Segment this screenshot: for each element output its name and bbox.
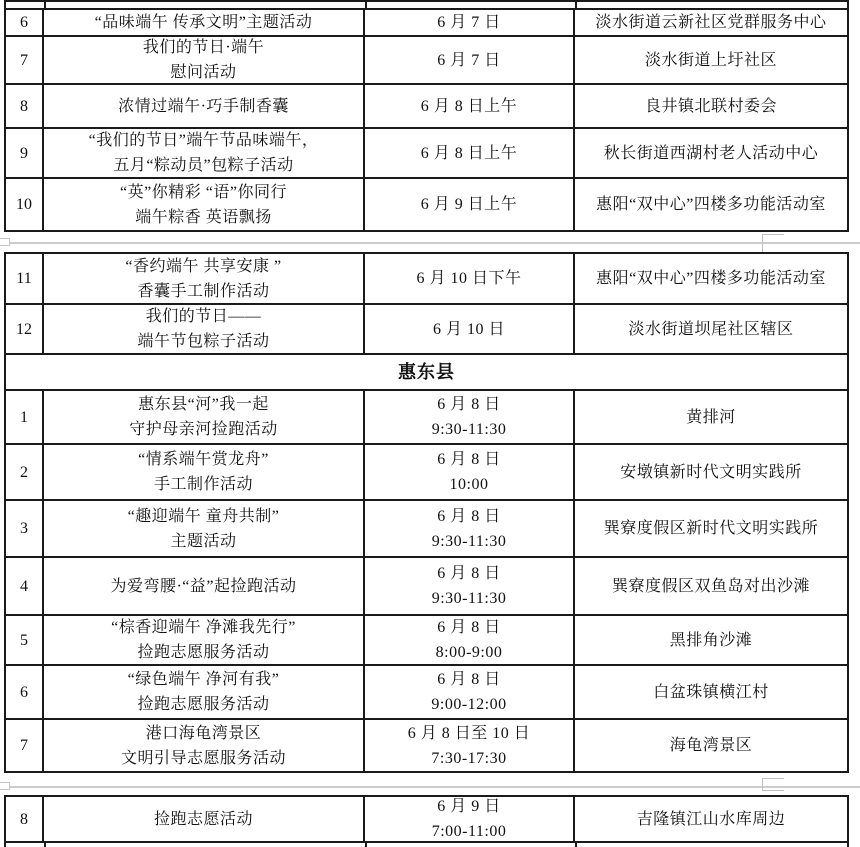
activity-name-text: 端午粽香 英语飘扬: [135, 208, 272, 226]
activity-name-text: 守护母亲河捡跑活动: [129, 421, 278, 438]
activity-date-text: 9:30-11:30: [431, 421, 507, 438]
activity-name-text: 五月“粽动员”包粽子活动: [113, 157, 294, 174]
activity-name-cell: [44, 254, 365, 303]
page-break-margin-mark: [0, 782, 10, 790]
activity-name-text: “绿色端午 净河有我”: [127, 671, 280, 688]
activity-date-text: 6 月 8 日: [437, 507, 501, 525]
activity-date-text: 6 月 7 日: [437, 14, 501, 31]
activity-date-text: 6 月 9 日: [437, 798, 501, 815]
activity-name-text: 文明引导志愿服务活动: [120, 749, 286, 767]
activity-name-text: 端午节包粽子活动: [137, 333, 270, 350]
activity-name-cell: [44, 10, 365, 35]
activity-name-text: 浓情过端午·巧手制香囊: [118, 97, 289, 115]
activity-name-cell: [44, 616, 365, 664]
row-number-text: 6: [20, 683, 28, 701]
activity-date-text: 6 月 8 日至 10 日: [407, 724, 531, 742]
activity-location-cell: [575, 445, 847, 499]
activity-date-text: 6 月 10 日: [432, 320, 505, 338]
activity-date-text: 6 月 9 日上午: [420, 196, 518, 213]
activity-location-cell: [575, 85, 847, 127]
row-number-cell: [6, 797, 44, 841]
activity-location-cell: [575, 797, 847, 841]
activity-date-text: 8:00-9:00: [435, 644, 503, 661]
row-number-cell: [6, 666, 44, 718]
activity-name-cell: [44, 558, 365, 614]
row-number-cell: [6, 129, 44, 177]
activity-date-text: 6 月 7 日: [437, 51, 501, 69]
schedule-table-huiyang-rows: [4, 8, 849, 232]
row-number-text: 3: [20, 520, 28, 537]
row-number-text: 11: [16, 270, 32, 287]
row-number-cell: [6, 501, 44, 556]
activity-date-text: 6 月 8 日上午: [420, 97, 518, 115]
activity-location-cell: [575, 37, 847, 83]
activity-location-text: 淡水街道上圩社区: [644, 51, 777, 69]
row-number-text: 8: [20, 810, 28, 828]
schedule-table-huidong-rows: [4, 252, 849, 773]
table-row: [6, 797, 847, 841]
schedule-table-huidong-continued: [4, 795, 849, 843]
cut-row-border: [4, 843, 6, 847]
cut-row-border: [4, 0, 6, 8]
activity-name-text: 为爱弯腰·“益”起捡跑活动: [110, 577, 297, 595]
activity-name-text: 我们的节日·端午: [142, 39, 265, 56]
activity-name-text: 手工制作活动: [153, 476, 253, 493]
activity-date-text: 6 月 8 日: [437, 619, 501, 636]
row-number-text: 10: [16, 196, 32, 213]
table-row: [6, 666, 847, 720]
row-number-cell: [6, 85, 44, 127]
activity-name-text: “我们的节日”端午节品味端午，: [88, 132, 319, 149]
page-break-gap: [0, 232, 860, 252]
activity-name-cell: [44, 391, 365, 443]
text-boundary-mark: [762, 790, 784, 791]
activity-date-text: 6 月 8 日上午: [420, 144, 518, 162]
activity-name-text: 我们的节日——: [145, 308, 262, 325]
page-break-line: [0, 242, 860, 244]
cut-row-border: [575, 0, 577, 8]
activity-name-text: 主题活动: [170, 532, 237, 550]
activity-name-text: “英”你精彩 “语”你同行: [120, 183, 287, 201]
cut-row-border: [847, 843, 849, 847]
activity-location-text: 惠阳“双中心”四楼多功能活动室: [596, 196, 826, 213]
activity-name-text: “香约端午 共享安康 ”: [125, 257, 282, 275]
activity-date-text: 9:30-11:30: [431, 590, 507, 607]
activity-location-text: 安墩镇新时代文明实践所: [620, 463, 802, 481]
activity-name-text: 港口海龟湾景区: [145, 724, 262, 742]
row-number-text: 2: [20, 463, 28, 481]
activity-location-text: 白盆珠镇横江村: [653, 683, 769, 701]
text-boundary-mark: [762, 778, 784, 779]
activity-date-cell: [365, 797, 575, 841]
row-number-cell: [6, 10, 44, 35]
cut-row-border: [365, 0, 367, 8]
activity-location-cell: [575, 305, 847, 353]
cut-row-border: [575, 843, 577, 847]
table-row: [6, 10, 847, 37]
activity-location-text: 巽寮度假区新时代文明实践所: [603, 520, 819, 537]
activity-date-cell: [365, 129, 575, 177]
table-row: [6, 391, 847, 445]
row-number-cell: [6, 558, 44, 614]
activity-date-cell: [365, 720, 575, 771]
table-row: [6, 616, 847, 666]
row-number-cell: [6, 305, 44, 353]
activity-date-text: 10:00: [449, 476, 489, 493]
table-row: [6, 558, 847, 616]
row-number-text: 12: [16, 320, 32, 338]
activity-location-cell: [575, 391, 847, 443]
table-row: [6, 129, 847, 179]
county-section-header-row: [6, 355, 847, 391]
activity-date-text: 7:00-11:00: [431, 823, 507, 840]
table-row: [6, 501, 847, 558]
activity-location-text: 吉隆镇江山水库周边: [636, 810, 786, 828]
activity-name-text: 香囊手工制作活动: [137, 282, 270, 300]
activity-location-cell: [575, 129, 847, 177]
activity-date-text: 6 月 8 日: [437, 451, 501, 468]
row-number-cell: [6, 720, 44, 771]
activity-date-text: 6 月 8 日: [437, 671, 501, 688]
cut-row-border: [365, 843, 367, 847]
activity-location-cell: [575, 616, 847, 664]
activity-date-cell: [365, 616, 575, 664]
activity-name-text: 慰问活动: [170, 64, 237, 81]
table-row: [6, 85, 847, 129]
activity-date-text: 6 月 8 日: [437, 396, 501, 413]
activity-date-cell: [365, 10, 575, 35]
activity-name-text: “趣迎端午 童舟共制”: [127, 507, 280, 525]
page-break-margin-mark: [0, 238, 10, 246]
row-number-text: 8: [20, 97, 28, 115]
activity-name-cell: [44, 445, 365, 499]
activity-name-cell: [44, 797, 365, 841]
activity-name-cell: [44, 37, 365, 83]
table-row: [6, 37, 847, 85]
county-section-title: 惠东县: [398, 361, 455, 382]
activity-name-text: “棕香迎端午 净滩我先行”: [111, 619, 296, 636]
text-boundary-mark: [762, 234, 784, 235]
activity-name-text: 捡跑志愿服务活动: [137, 644, 270, 661]
cut-row-border: [44, 843, 46, 847]
activity-name-cell: [44, 129, 365, 177]
row-number-cell: [6, 179, 44, 230]
activity-location-text: 惠阳“双中心”四楼多功能活动室: [596, 270, 826, 287]
activity-name-cell: [44, 666, 365, 718]
page-break-line: [0, 786, 860, 788]
activity-location-cell: [575, 720, 847, 771]
cut-row-border: [44, 0, 46, 8]
activity-location-text: 良井镇北联村委会: [644, 97, 777, 115]
table-row: [6, 720, 847, 771]
table-row: [6, 305, 847, 355]
activity-name-text: 捡跑志愿活动: [153, 810, 253, 828]
row-number-text: 9: [20, 144, 28, 162]
activity-date-cell: [365, 391, 575, 443]
cut-row-border: [4, 0, 849, 2]
table-row: [6, 254, 847, 305]
row-number-cell: [6, 391, 44, 443]
activity-date-cell: [365, 85, 575, 127]
activity-location-cell: [575, 666, 847, 718]
activity-name-cell: [44, 179, 365, 230]
row-number-cell: [6, 616, 44, 664]
row-number-text: 7: [20, 737, 28, 754]
activity-name-cell: [44, 85, 365, 127]
row-number-cell: [6, 445, 44, 499]
row-number-text: 6: [20, 14, 28, 31]
activity-date-cell: [365, 37, 575, 83]
activity-location-text: 淡水街道坝尾社区辖区: [628, 320, 794, 338]
activity-location-text: 黑排角沙滩: [669, 631, 753, 649]
row-number-cell: [6, 37, 44, 83]
row-number-text: 5: [20, 631, 28, 649]
activity-name-cell: [44, 305, 365, 353]
activity-location-cell: [575, 254, 847, 303]
activity-date-cell: [365, 501, 575, 556]
activity-location-cell: [575, 501, 847, 556]
activity-name-text: 惠东县“河”我一起: [138, 396, 269, 413]
activity-name-cell: [44, 720, 365, 771]
activity-date-cell: [365, 179, 575, 230]
activity-location-text: 秋长街道西湖村老人活动中心: [603, 144, 819, 162]
activity-name-cell: [44, 501, 365, 556]
page-break-gap: [0, 777, 860, 795]
table-row: [6, 445, 847, 501]
activity-date-text: 9:00-12:00: [431, 696, 507, 713]
activity-location-cell: [575, 558, 847, 614]
activity-name-text: “品味端午 传承文明”主题活动: [94, 14, 313, 31]
activity-date-cell: [365, 305, 575, 353]
row-number-text: 7: [20, 51, 28, 69]
cut-row-border: [847, 0, 849, 8]
activity-date-text: 6 月 10 日下午: [416, 270, 522, 287]
table-row: [6, 179, 847, 230]
activity-date-text: 6 月 8 日: [437, 565, 501, 582]
activity-date-cell: [365, 445, 575, 499]
row-number-cell: [6, 254, 44, 303]
activity-location-text: 淡水街道云新社区党群服务中心: [595, 14, 827, 31]
activity-date-cell: [365, 666, 575, 718]
activity-location-cell: [575, 179, 847, 230]
activity-location-text: 海龟湾景区: [669, 737, 753, 754]
row-number-text: 1: [20, 408, 28, 426]
activity-location-cell: [575, 10, 847, 35]
activity-location-text: 黄排河: [686, 408, 736, 426]
activity-name-text: 捡跑志愿服务活动: [137, 696, 270, 713]
activity-name-text: “情系端午赏龙舟”: [138, 451, 269, 468]
activity-date-cell: [365, 558, 575, 614]
text-boundary-mark: [762, 234, 763, 252]
activity-date-text: 9:30-11:30: [431, 532, 507, 550]
activity-date-text: 7:30-17:30: [431, 749, 507, 767]
activity-location-text: 巽寮度假区双鱼岛对出沙滩: [611, 577, 810, 595]
row-number-text: 4: [20, 577, 28, 595]
activity-date-cell: [365, 254, 575, 303]
